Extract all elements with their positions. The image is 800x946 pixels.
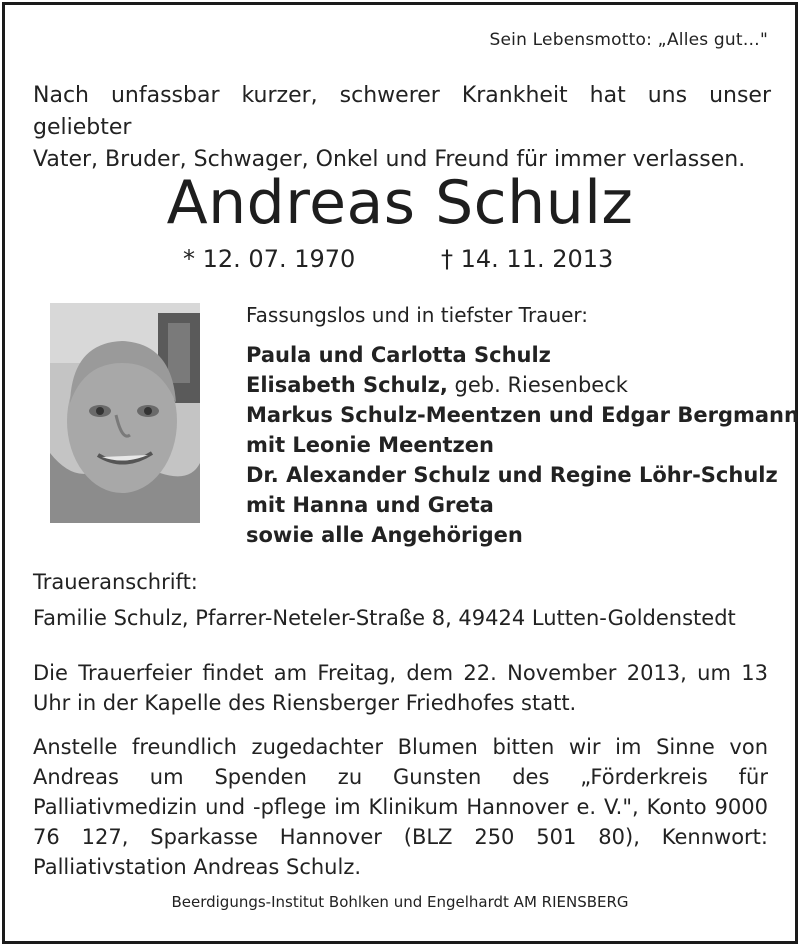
mourner-name: Elisabeth Schulz, — [246, 373, 448, 397]
address-label: Traueranschrift: — [33, 570, 198, 594]
intro-line-2: Vater, Bruder, Schwager, Onkel und Freund für immer verlassen. — [33, 147, 746, 172]
mourner-line: Markus Schulz-Meentzen und Edgar Bergmann — [246, 403, 799, 427]
address-value: Familie Schulz, Pfarrer-Neteler-Straße 8, 49424 Lutten-Goldenstedt — [33, 606, 736, 630]
donation-text: Anstelle freundlich zugedachter Blumen bitten wir im Sinne von Andreas um Spenden zu Gunsten des „Förderkreis für Palliativmedizin und -pflege im Klinikum Hannover e. V.", Konto 9000 76 127, Sparkasse Hannover (BLZ 250 501 80), Kennwort: Palliativstation Andreas Schulz. — [33, 735, 768, 879]
intro-line-1: Nach unfassbar kurzer, schwerer Krankheit hat uns unser geliebter — [33, 83, 771, 140]
portrait-icon — [50, 303, 200, 523]
birth-date: * 12. 07. 1970 — [183, 245, 356, 273]
intro-text — [33, 80, 771, 176]
mourners-list — [246, 340, 799, 550]
mourner-line — [246, 370, 799, 400]
maiden-name: geb. Riesenbeck — [447, 373, 628, 397]
death-date: † 14. 11. 2013 — [441, 245, 614, 273]
life-motto: Sein Lebensmotto: „Alles gut…" — [489, 30, 768, 50]
mourners-heading: Fassungslos und in tiefster Trauer: — [246, 303, 589, 327]
deceased-name: Andreas Schulz — [166, 168, 634, 238]
mourner-line: mit Leonie Meentzen — [246, 433, 494, 457]
mourner-line: Paula und Carlotta Schulz — [246, 343, 551, 367]
mourner-line: sowie alle Angehörigen — [246, 523, 523, 547]
ceremony-text: Die Trauerfeier findet am Freitag, dem 22. November 2013, um 13 Uhr in der Kapelle des Riensberger Friedhofes statt. — [33, 661, 768, 715]
portrait-photo — [50, 303, 200, 523]
funeral-home: Beerdigungs-Institut Bohlken und Engelhardt AM RIENSBERG — [171, 893, 629, 911]
mourner-line: Dr. Alexander Schulz und Regine Löhr-Schulz — [246, 463, 778, 487]
mourner-line: mit Hanna und Greta — [246, 493, 494, 517]
